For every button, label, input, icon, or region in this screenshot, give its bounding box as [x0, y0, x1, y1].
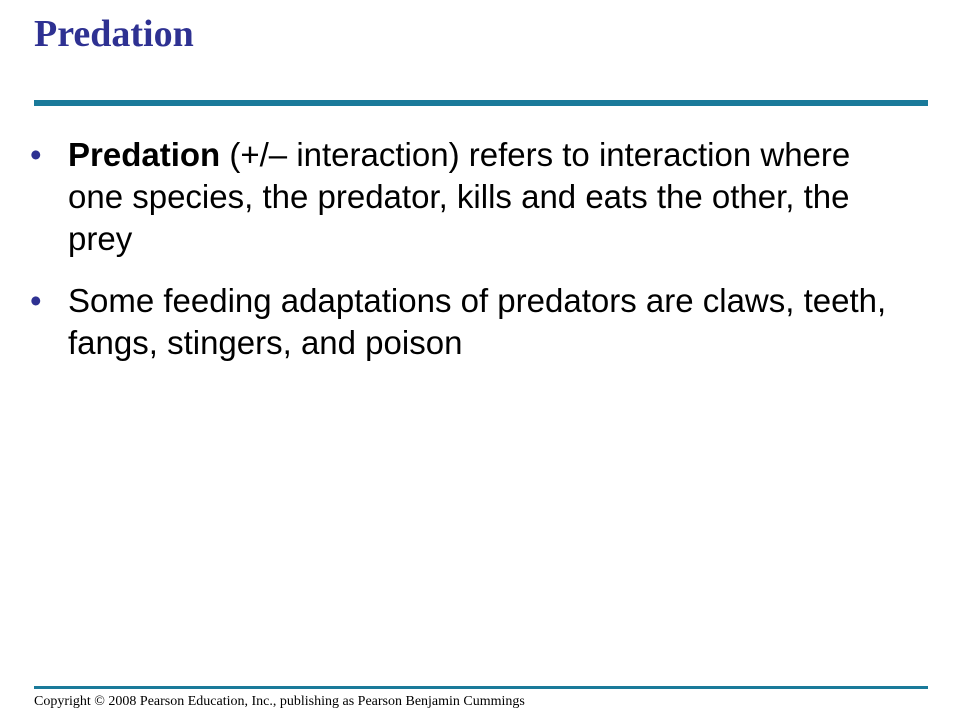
bullet-text: Some feeding adaptations of predators are claws, teeth, fangs, stingers, and poison: [68, 282, 887, 361]
bullet-item-adaptations: [30, 280, 910, 364]
copyright-footer: Copyright © 2008 Pearson Education, Inc., publishing as Pearson Benjamin Cummings: [34, 694, 525, 709]
slide-title: Predation: [34, 13, 194, 55]
bullet-item-predation: [30, 134, 910, 260]
footer-divider: [34, 686, 928, 689]
bullet-term: Predation: [68, 136, 221, 173]
title-divider: [34, 100, 928, 106]
bullet-text: (+/– interaction) refers to interaction where one species, the predator, kills and eats the other, the prey: [68, 136, 851, 257]
bullet-dot-icon: •: [30, 282, 42, 319]
bullet-dot-icon: •: [30, 136, 42, 173]
bullet-list: [30, 134, 910, 384]
